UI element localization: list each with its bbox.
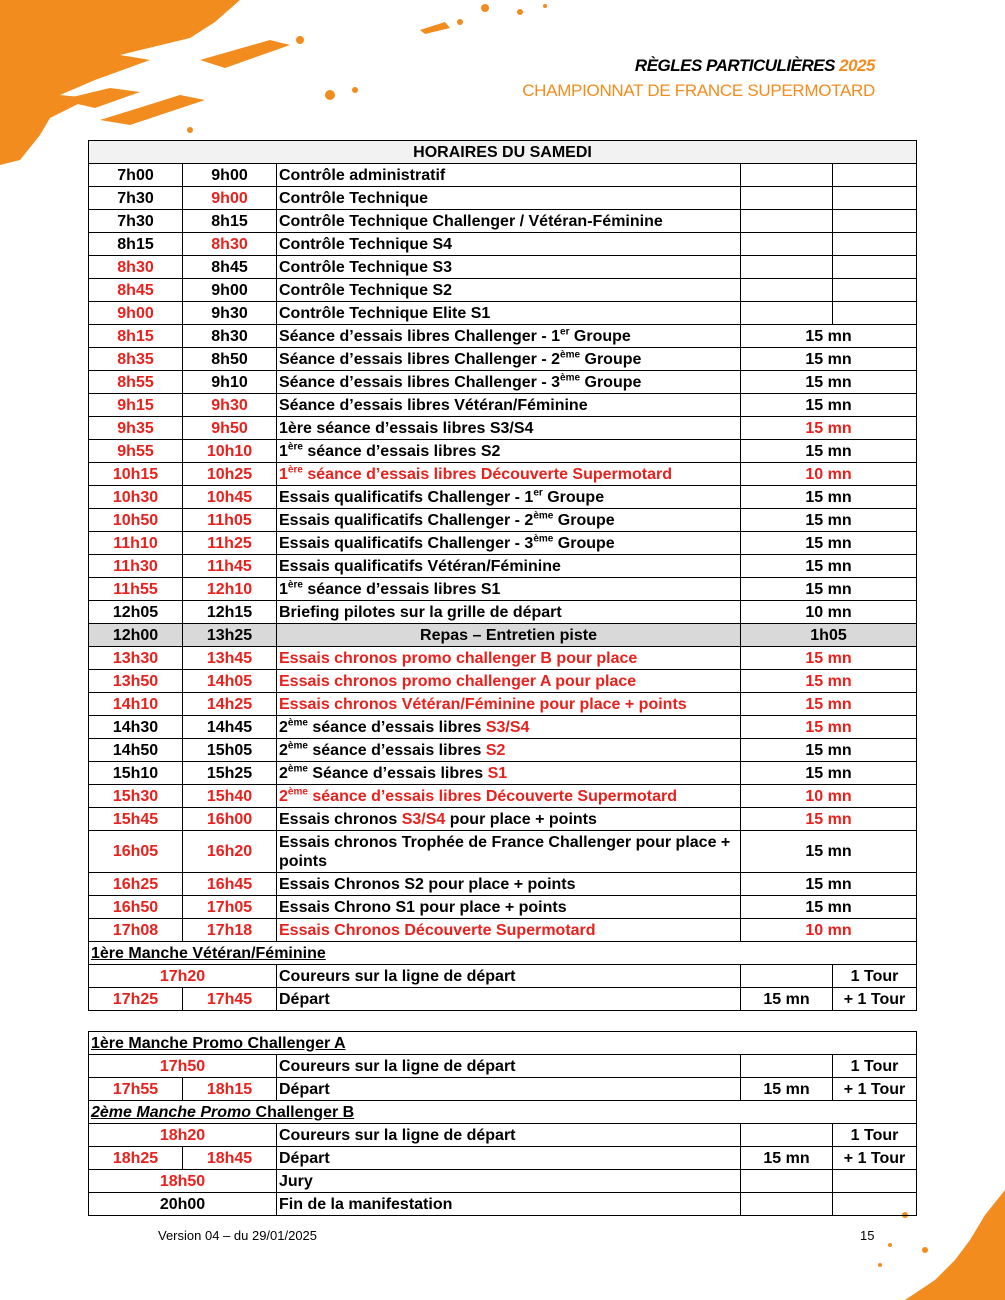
race-heading-row: 1ère Manche Vétéran/Féminine: [89, 942, 917, 965]
table-row: 16h50 17h05 Essais Chrono S1 pour place + points 15 mn: [89, 896, 917, 919]
table-row: 8h30 8h45 Contrôle Technique S3: [89, 256, 917, 279]
table-row: 7h30 9h00 Contrôle Technique: [89, 187, 917, 210]
table-row: 16h25 16h45 Essais Chronos S2 pour place + points 15 mn: [89, 873, 917, 896]
table-row: 14h10 14h25 Essais chronos Vétéran/Féminine pour place + points 15 mn: [89, 693, 917, 716]
table-row: 9h55 10h10 1ère séance d’essais libres S2 15 mn: [89, 440, 917, 463]
table-row: 18h20 Coureurs sur la ligne de départ 1 Tour: [89, 1124, 917, 1147]
table-row: 7h30 8h15 Contrôle Technique Challenger / Vétéran-Féminine: [89, 210, 917, 233]
table-row: 11h10 11h25 Essais qualificatifs Challenger - 3ème Groupe 15 mn: [89, 532, 917, 555]
table-row: 8h35 8h50 Séance d’essais libres Challenger - 2ème Groupe 15 mn: [89, 348, 917, 371]
footer-version: Version 04 – du 29/01/2025: [158, 1228, 318, 1243]
table-row: 18h50 Jury: [89, 1170, 917, 1193]
table-row: 17h50 Coureurs sur la ligne de départ 1 Tour: [89, 1055, 917, 1078]
table-row: 17h08 17h18 Essais Chronos Découverte Supermotard 10 mn: [89, 919, 917, 942]
finals-table: [88, 1031, 917, 1216]
table-row: 16h05 16h20 Essais chronos Trophée de France Challenger pour place + points 15 mn: [89, 831, 917, 873]
table-row: 11h55 12h10 1ère séance d’essais libres S1 15 mn: [89, 578, 917, 601]
schedule-table: [88, 140, 917, 1011]
table-row: 12h05 12h15 Briefing pilotes sur la grille de départ 10 mn: [89, 601, 917, 624]
table-row: 20h00 Fin de la manifestation: [89, 1193, 917, 1216]
table-row: 17h25 17h45 Départ 15 mn + 1 Tour: [89, 988, 917, 1011]
table-row: 9h00 9h30 Contrôle Technique Elite S1: [89, 302, 917, 325]
rules-year: 2025: [839, 56, 875, 75]
table-row: 10h50 11h05 Essais qualificatifs Challenger - 2ème Groupe 15 mn: [89, 509, 917, 532]
table-row: 14h30 14h45 2ème séance d’essais libres S3/S4 15 mn: [89, 716, 917, 739]
table-row: 9h35 9h50 1ère séance d’essais libres S3/S4 15 mn: [89, 417, 917, 440]
table-row: 10h30 10h45 Essais qualificatifs Challenger - 1er Groupe 15 mn: [89, 486, 917, 509]
table-row: 8h45 9h00 Contrôle Technique S2: [89, 279, 917, 302]
table-row: 7h00 9h00 Contrôle administratif: [89, 164, 917, 187]
table-row: 18h25 18h45 Départ 15 mn + 1 Tour: [89, 1147, 917, 1170]
table-row: 8h15 8h30 Séance d’essais libres Challenger - 1er Groupe 15 mn: [89, 325, 917, 348]
rules-title: RÈGLES PARTICULIÈRES 2025: [634, 56, 875, 75]
championship-subtitle: CHAMPIONNAT DE FRANCE SUPERMOTARD: [522, 81, 875, 100]
table-row: 15h10 15h25 2ème Séance d’essais libres S1 15 mn: [89, 762, 917, 785]
table-row: 15h45 16h00 Essais chronos S3/S4 pour place + points 15 mn: [89, 808, 917, 831]
table-row: 10h15 10h25 1ère séance d’essais libres Découverte Supermotard 10 mn: [89, 463, 917, 486]
table-row: 11h30 11h45 Essais qualificatifs Vétéran/Féminine 15 mn: [89, 555, 917, 578]
race-heading-row: 1ère Manche Promo Challenger A: [89, 1032, 917, 1055]
schedule-title: HORAIRES DU SAMEDI: [89, 141, 917, 164]
table-row: 15h30 15h40 2ème séance d’essais libres Découverte Supermotard 10 mn: [89, 785, 917, 808]
page-number: 15: [860, 1228, 875, 1243]
table-row: 13h30 13h45 Essais chronos promo challenger B pour place 15 mn: [89, 647, 917, 670]
lunch-break-row: 12h00 13h25 Repas – Entretien piste 1h05: [89, 624, 917, 647]
table-row: 17h20 Coureurs sur la ligne de départ 1 Tour: [89, 965, 917, 988]
table-row: 8h15 8h30 Contrôle Technique S4: [89, 233, 917, 256]
table-title-row: [89, 141, 917, 164]
table-row: 14h50 15h05 2ème séance d’essais libres S2 15 mn: [89, 739, 917, 762]
table-row: 17h55 18h15 Départ 15 mn + 1 Tour: [89, 1078, 917, 1101]
race-heading-row: 2ème Manche Promo Challenger B: [89, 1101, 917, 1124]
table-row: 9h15 9h30 Séance d’essais libres Vétéran/Féminine 15 mn: [89, 394, 917, 417]
document-header: [522, 56, 875, 101]
table-row: 13h50 14h05 Essais chronos promo challenger A pour place 15 mn: [89, 670, 917, 693]
table-row: 8h55 9h10 Séance d’essais libres Challenger - 3ème Groupe 15 mn: [89, 371, 917, 394]
